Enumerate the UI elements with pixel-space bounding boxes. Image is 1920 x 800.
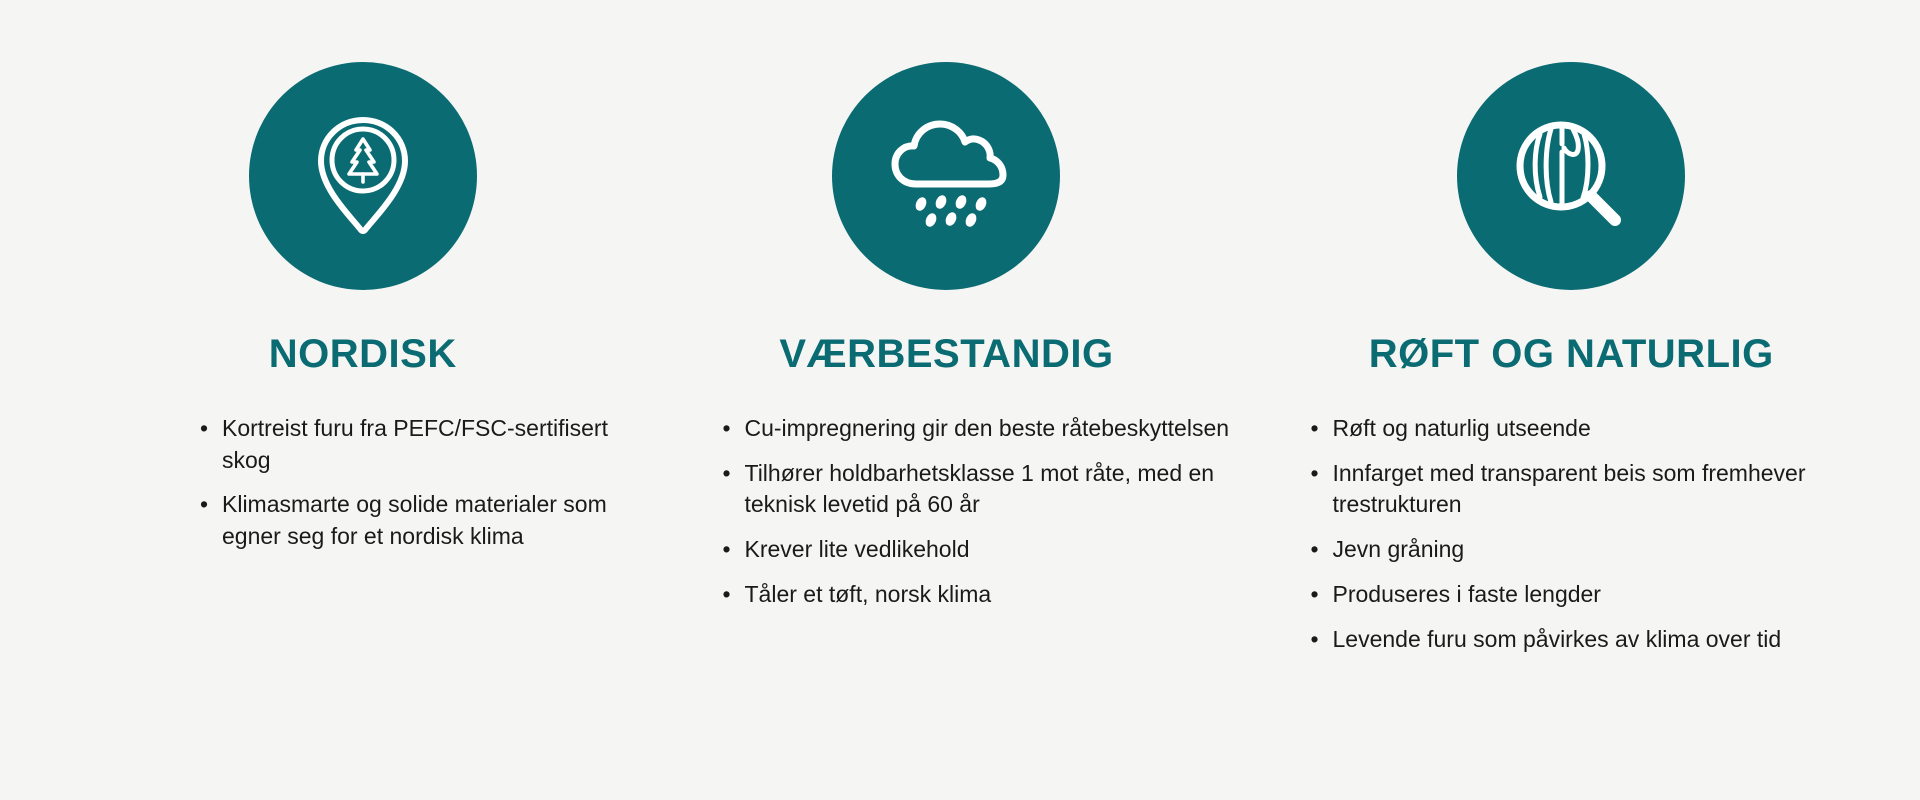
badge-circle — [832, 62, 1060, 290]
magnifier-wood-grain-icon — [1509, 114, 1633, 238]
column-heading: RØFT OG NATURLIG — [1368, 332, 1774, 376]
bullet-list — [631, 413, 1263, 624]
feature-column-vaerbestandig — [631, 62, 1263, 668]
list-item: • Innfarget med transparent beis som fremhever trestrukturen — [1310, 458, 1870, 521]
column-heading: NORDISK — [268, 332, 457, 376]
list-item: • Krever lite vedlikehold — [723, 534, 1263, 566]
list-item: • Tilhører holdbarhetsklasse 1 mot råte, med en teknisk levetid på 60 år — [723, 458, 1263, 521]
list-item: • Jevn gråning — [1310, 534, 1870, 566]
list-item: • Cu-impregnering gir den beste råtebeskyttelsen — [723, 413, 1263, 445]
badge-wrapper — [631, 62, 1263, 290]
list-item: • Produseres i faste lengder — [1310, 579, 1870, 611]
list-item: • Klimasmarte og solide materialer som egner seg for et nordisk klima — [200, 489, 631, 552]
badge-wrapper — [95, 62, 631, 290]
rain-cloud-icon — [881, 116, 1011, 236]
forest-location-pin-icon — [308, 112, 418, 240]
list-item: • Kortreist furu fra PEFC/FSC-sertifisert skog — [200, 413, 631, 476]
bullet-list — [95, 413, 631, 566]
badge-circle — [249, 62, 477, 290]
feature-column-nordisk — [95, 62, 631, 668]
list-item: • Levende furu som påvirkes av klima over tid — [1310, 624, 1870, 656]
badge-circle — [1457, 62, 1685, 290]
list-item: • Røft og naturlig utseende — [1310, 413, 1870, 445]
bullet-list — [1262, 413, 1870, 668]
feature-column-roft-og-naturlig — [1262, 62, 1880, 668]
badge-wrapper — [1262, 62, 1880, 290]
column-heading: VÆRBESTANDIG — [779, 332, 1114, 376]
list-item: • Tåler et tøft, norsk klima — [723, 579, 1263, 611]
